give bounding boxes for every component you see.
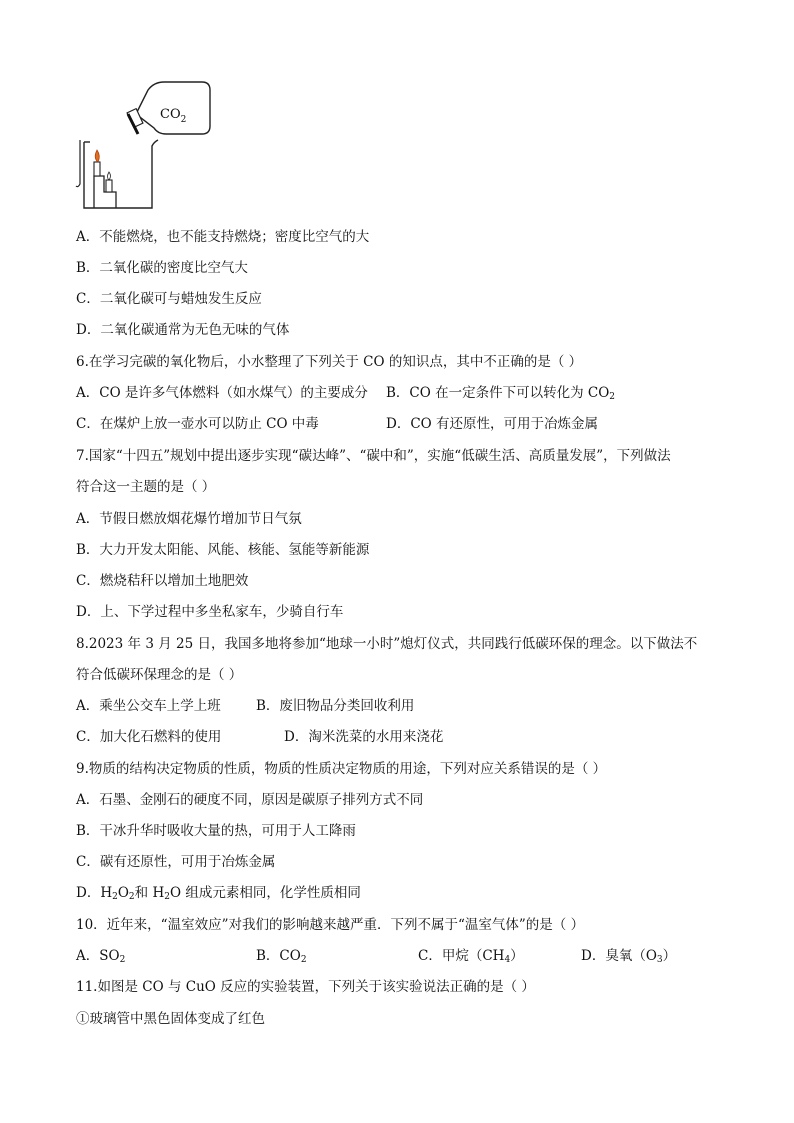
q6-option-a: A．CO 是许多气体燃料（如水煤气）的主要成分 (76, 385, 368, 401)
q7-stem-line1: 7.国家“十四五”规划中提出逐步实现“碳达峰”、“碳中和”，实施“低碳生活、高质量发展”，下列做法 (76, 448, 671, 464)
q6-option-b: B．CO 在一定条件下可以转化为 $CO_2$ (386, 385, 616, 402)
q6-stem: 6.在学习完碳的氧化物后，小水整理了下列关于 CO 的知识点，其中不正确的是（ ） (76, 354, 583, 370)
q10-option-a: A．$SO_2$ (76, 948, 126, 965)
q5-option-b: B．二氧化碳的密度比空气大 (76, 260, 248, 276)
q10-option-b: B．$CO_2$ (256, 948, 307, 965)
q9-option-c: C．碳有还原性，可用于冶炼金属 (76, 854, 276, 870)
q9-option-b: B．干冰升华时吸收大量的热，可用于人工降雨 (76, 823, 356, 839)
q10-option-d: D．臭氧$(O_3)$ (581, 948, 677, 965)
co2-pouring-figure (70, 74, 220, 214)
q10-stem: 10．近年来，“温室效应”对我们的影响越来越严重．下列不属于“温室气体”的是（ ） (76, 917, 585, 933)
q8-option-c: C．加大化石燃料的使用 (76, 729, 222, 745)
q7-option-a: A．节假日燃放烟花爆竹增加节日气氛 (76, 511, 302, 527)
q5-option-d: D．二氧化碳通常为无色无味的气体 (76, 322, 290, 338)
q7-stem-line2: 符合这一主题的是（ ） (76, 479, 216, 495)
q8-row-cd (76, 728, 444, 746)
q8-option-b: B．废旧物品分类回收利用 (256, 698, 415, 714)
beaker-icon (76, 140, 158, 208)
q6-row-cd (76, 415, 599, 433)
q7-option-c: C．燃烧秸秆以增加土地肥效 (76, 573, 249, 589)
q5-option-c: C．二氧化碳可与蜡烛发生反应 (76, 291, 262, 307)
q8-stem-line1: 8.2023 年 3 月 25 日，我国多地将参加“地球一小时”熄灯仪式，共同践行低碳环保的理念。以下做法不 (76, 636, 698, 652)
upper-candle-icon (94, 150, 100, 176)
stair-stand-icon (94, 176, 116, 208)
q7-option-d: D．上、下学过程中多坐私家车，少骑自行车 (76, 604, 344, 620)
q8-stem-line2: 符合低碳环保理念的是（ ） (76, 667, 243, 683)
q6-option-c: C．在煤炉上放一壶水可以防止 CO 中毒 (76, 416, 319, 432)
q10-option-c: C．甲烷$(CH_4)$ (418, 948, 524, 965)
q7-option-b: B．大力开发太阳能、风能、核能、氢能等新能源 (76, 542, 370, 558)
q9-option-a: A．石墨、金刚石的硬度不同，原因是碳原子排列方式不同 (76, 792, 424, 808)
q11-statement-1: ①玻璃管中黑色固体变成了红色 (76, 1011, 265, 1027)
q8-option-d: D．淘米洗菜的水用来浇花 (284, 729, 444, 745)
q5-option-a: A．不能燃烧，也不能支持燃烧；密度比空气的大 (76, 229, 370, 245)
co2-label: $CO_2$ (160, 107, 187, 125)
q11-stem: 11.如图是 CO 与 CuO 反应的实验装置，下列关于该实验说法正确的是（ ） (76, 979, 535, 995)
q8-row-ab (76, 697, 415, 715)
q6-option-d: D．CO 有还原性，可用于冶炼金属 (386, 416, 599, 432)
q6-row-ab (76, 384, 616, 402)
q9-option-d: D．$H_2O_2$和 $H_2O$ 组成元素相同，化学性质相同 (76, 885, 361, 902)
q10-options-row (76, 947, 677, 965)
q8-option-a: A．乘坐公交车上学上班 (76, 698, 221, 714)
lower-candle-icon (106, 172, 112, 192)
q9-stem: 9.物质的结构决定物质的性质，物质的性质决定物质的用途，下列对应关系错误的是（ ） (76, 761, 607, 777)
